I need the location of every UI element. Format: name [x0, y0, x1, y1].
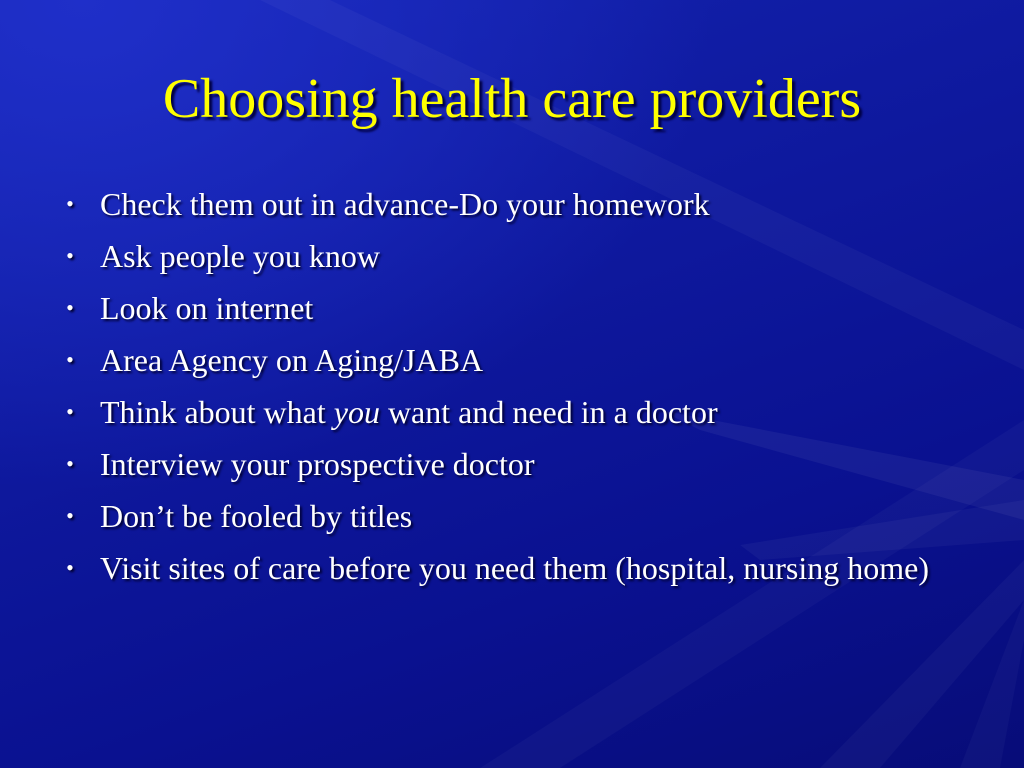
bullet-text — [100, 394, 718, 430]
bullet-item — [60, 392, 960, 432]
bullet-icon: • — [66, 399, 74, 424]
bullet-text: Look on internet — [100, 290, 314, 326]
bullet-text: Ask people you know — [100, 238, 380, 274]
bullet-item — [60, 236, 960, 276]
bullet-icon: • — [66, 295, 74, 320]
bullet-item — [60, 288, 960, 328]
bullet-icon: • — [66, 503, 74, 528]
bullet-text: Area Agency on Aging/JABA — [100, 342, 484, 378]
bullet-item — [60, 548, 960, 588]
bullet-item — [60, 184, 960, 224]
bullet-icon: • — [66, 451, 74, 476]
bullet-text-before: Think about what — [100, 394, 334, 430]
bullet-icon: • — [66, 347, 74, 372]
bullet-item — [60, 340, 960, 380]
bullet-list — [60, 184, 960, 600]
slide-title: Choosing health care providers — [162, 68, 862, 130]
bullet-icon: • — [66, 243, 74, 268]
bullet-text: Interview your prospective doctor — [100, 446, 535, 482]
bullet-text: Visit sites of care before you need them (hospital, nursing home) — [100, 550, 929, 586]
bullet-item — [60, 444, 960, 484]
bullet-text-after: want and need in a doctor — [379, 394, 718, 430]
bullet-text: Check them out in advance-Do your homework — [100, 186, 710, 222]
bullet-icon: • — [66, 555, 74, 580]
bullet-text-emphasis: you — [333, 394, 380, 430]
bullet-icon: • — [66, 191, 74, 216]
bullet-item — [60, 496, 960, 536]
bullet-text: Don’t be fooled by titles — [100, 498, 413, 534]
